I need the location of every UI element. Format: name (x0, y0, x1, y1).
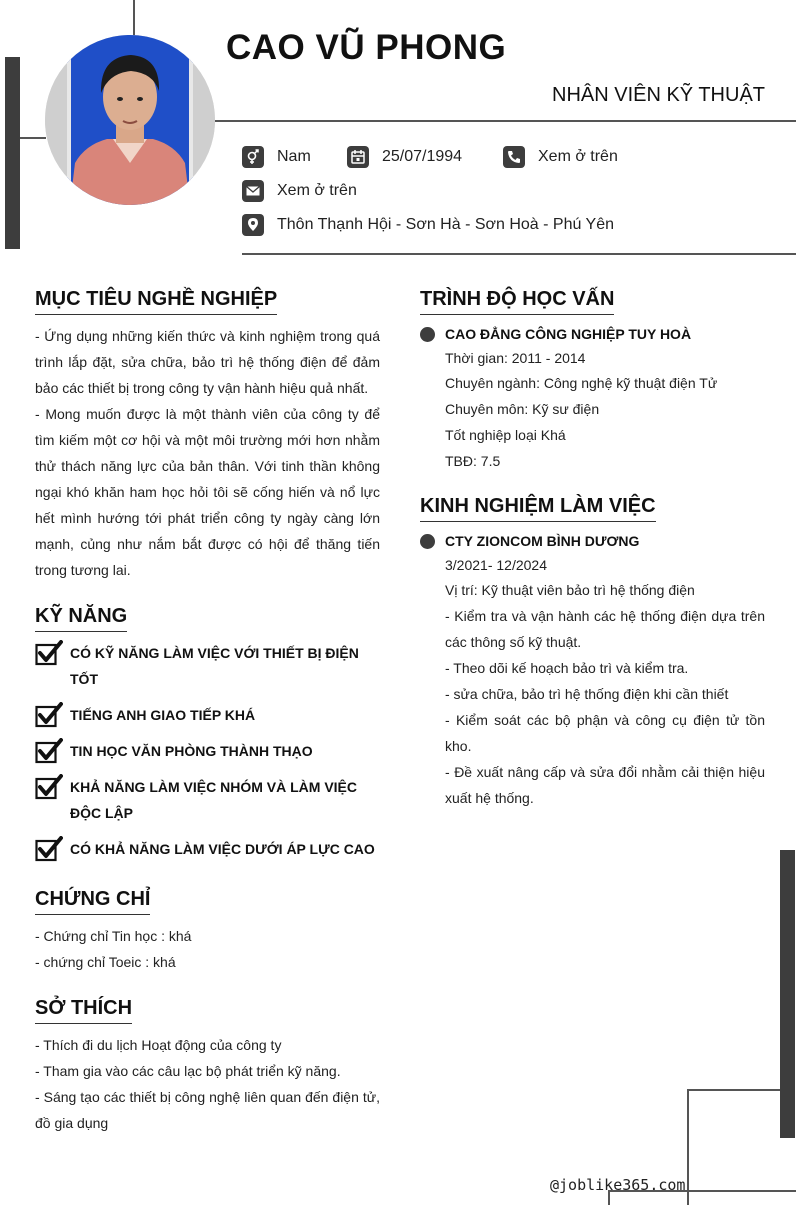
profile-photo (45, 35, 215, 205)
education-section (420, 288, 765, 474)
corner-box-left (687, 1089, 689, 1205)
checkbox-checked-icon (35, 702, 63, 728)
experience-line: - Kiểm tra và vận hành các hệ thống điện dựa trên các thông số kỹ thuật. (445, 608, 765, 650)
phone-icon (503, 146, 525, 168)
skill-item (35, 836, 380, 862)
certificate-item: - Chứng chỉ Tin học : khá (35, 928, 192, 944)
experience-period: 3/2021- 12/2024 (445, 557, 547, 573)
info-email (242, 180, 357, 202)
corner-box-top (688, 1089, 780, 1091)
experience-entry (420, 529, 765, 811)
skill-label: KHẢ NĂNG LÀM VIỆC NHÓM VÀ LÀM VIỆC ĐỘC LẬP (70, 779, 357, 821)
certificates-section (35, 888, 380, 975)
school-name: CAO ĐẲNG CÔNG NGHIỆP TUY HOÀ (445, 326, 692, 342)
objective-title: MỤC TIÊU NGHỀ NGHIỆP (35, 288, 277, 315)
candidate-name: CAO VŨ PHONG (226, 28, 507, 67)
info-gender (242, 146, 311, 168)
objective-section (35, 288, 380, 583)
email-icon (242, 180, 264, 202)
birthday-value: 25/07/1994 (382, 148, 463, 165)
top-vertical-line (133, 0, 135, 36)
gender-icon (242, 146, 264, 168)
gender-value: Nam (277, 148, 311, 165)
right-column (420, 288, 765, 811)
job-title: NHÂN VIÊN KỸ THUẬT (552, 84, 765, 106)
education-line: Thời gian: 2011 - 2014 (445, 350, 586, 366)
objective-paragraph: - Ứng dụng những kiến thức và kinh nghiệm trong quá trình lắp đặt, sửa chữa, bảo trì hệ thống điện để đảm bảo các thiết bị trong công ty vận hành hiệu quả nhất. (35, 328, 380, 396)
header-divider (215, 120, 796, 122)
info-divider (242, 253, 796, 255)
education-line: TBĐ: 7.5 (445, 453, 501, 469)
skills-section (35, 605, 380, 862)
info-birthday (347, 146, 462, 168)
checkbox-checked-icon (35, 738, 63, 764)
skill-item (35, 702, 380, 728)
education-entry (420, 322, 765, 474)
education-line: Chuyên môn: Kỹ sư điện (445, 401, 600, 417)
skill-label: CÓ KHẢ NĂNG LÀM VIỆC DƯỚI ÁP LỰC CAO (70, 841, 375, 857)
right-accent-bar (780, 850, 795, 1138)
skill-item (35, 774, 380, 826)
experience-line: - Theo dõi kế hoạch bảo trì và kiểm tra. (445, 660, 689, 676)
checkbox-checked-icon (35, 774, 63, 800)
address-value: Thôn Thạnh Hội - Sơn Hà - Sơn Hoà - Phú Yên (277, 216, 615, 233)
checkbox-checked-icon (35, 836, 63, 862)
certificate-item: - chứng chỉ Toeic : khá (35, 954, 176, 970)
left-column (35, 288, 380, 1136)
checkbox-checked-icon (35, 640, 63, 666)
skill-label: CÓ KỸ NĂNG LÀM VIỆC VỚI THIẾT BỊ ĐIỆN TỐT (70, 645, 359, 687)
avatar (45, 35, 215, 205)
company-name: CTY ZIONCOM BÌNH DƯƠNG (445, 533, 640, 549)
hobby-item: - Tham gia vào các câu lạc bộ phát triển kỹ năng. (35, 1063, 341, 1079)
certificates-title: CHỨNG CHỈ (35, 888, 150, 915)
skill-item (35, 640, 380, 692)
experience-section (420, 495, 765, 811)
skill-label: TIN HỌC VĂN PHÒNG THÀNH THẠO (70, 743, 313, 759)
experience-line: - Đề xuất nâng cấp và sửa đổi nhằm cải thiện hiệu xuất hệ thống. (445, 764, 765, 806)
hobby-item: - Sáng tạo các thiết bị công nghệ liên quan đến điện tử, đồ gia dụng (35, 1089, 380, 1131)
hobby-item: - Thích đi du lịch Hoạt động của công ty (35, 1037, 282, 1053)
info-phone (503, 146, 618, 168)
email-value: Xem ở trên (277, 182, 357, 199)
experience-line: - sửa chữa, bảo trì hệ thống điện khi cần thiết (445, 686, 729, 702)
experience-title: KINH NGHIỆM LÀM VIỆC (420, 495, 656, 522)
info-address (242, 214, 614, 236)
skill-item (35, 738, 380, 764)
left-horizontal-line (20, 137, 46, 139)
hobbies-section (35, 997, 380, 1136)
watermark: @joblike365.com (550, 1176, 686, 1194)
phone-value: Xem ở trên (538, 148, 618, 165)
experience-line: Vị trí: Kỹ thuật viên bảo trì hệ thống điện (445, 582, 695, 598)
skill-label: TIẾNG ANH GIAO TIẾP KHÁ (70, 707, 256, 723)
education-line: Tốt nghiệp loại Khá (445, 427, 566, 443)
location-pin-icon (242, 214, 264, 236)
education-line: Chuyên ngành: Công nghệ kỹ thuật điện Tử (445, 375, 718, 391)
calendar-icon (347, 146, 369, 168)
education-title: TRÌNH ĐỘ HỌC VẤN (420, 288, 614, 315)
left-accent-bar (5, 57, 20, 249)
hobbies-title: SỞ THÍCH (35, 997, 132, 1024)
skills-title: KỸ NĂNG (35, 605, 127, 632)
experience-line: - Kiểm soát các bộ phận và công cụ điện tử tồn kho. (445, 712, 765, 754)
bullet-dot (420, 534, 435, 549)
objective-paragraph: - Mong muốn được là một thành viên của công ty để tìm kiếm một cơ hội và một môi trường mới hơn nhằm thử thách năng lực của bản thân. Với tinh thần không ngại khó khăn ham học hỏi tôi sẽ cống hiến và nổ lực hết mình hướng tới phát triển công ty ngày càng lớn mạnh, củng như nắm bắt được có hội để thăng tiến trong tương lai. (35, 406, 380, 578)
bullet-dot (420, 327, 435, 342)
